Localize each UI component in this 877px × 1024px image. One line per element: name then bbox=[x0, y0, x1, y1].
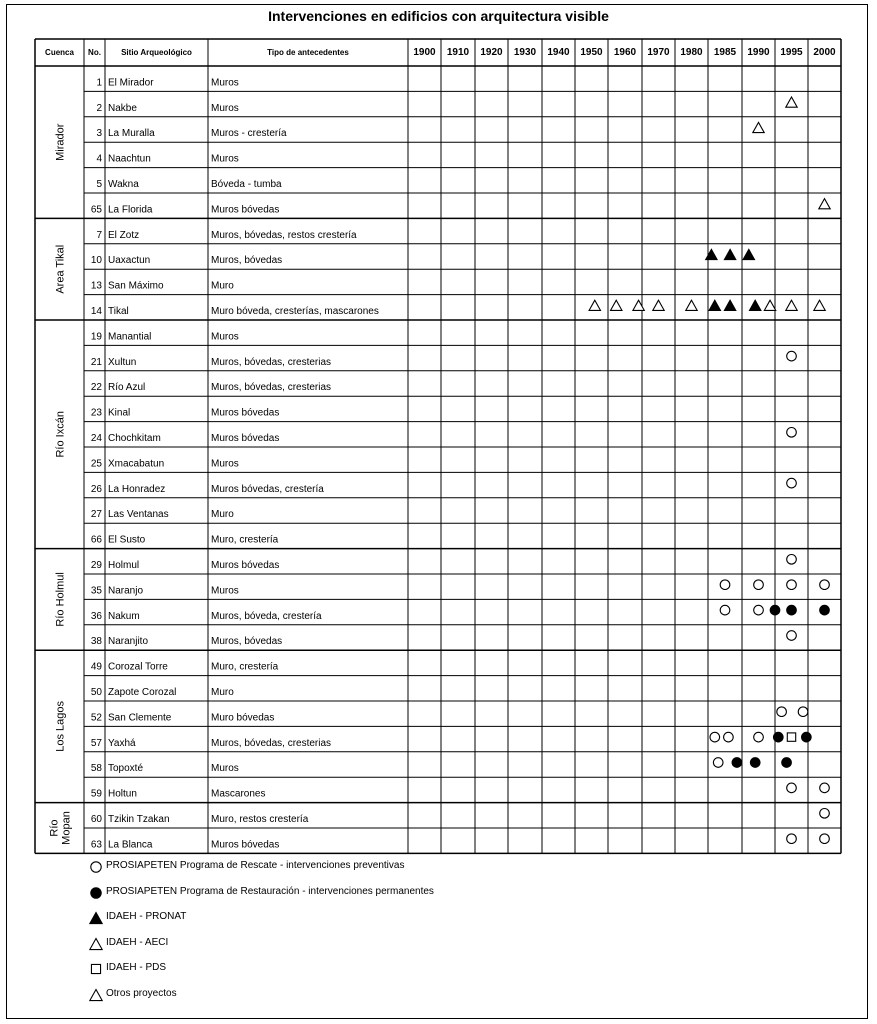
row-no: 66 bbox=[90, 534, 102, 546]
row-tipo: Muros bbox=[211, 102, 239, 114]
cuenca-label: Río Ixcán bbox=[54, 411, 67, 458]
open-triangle-icon bbox=[786, 300, 797, 310]
row-no: 35 bbox=[90, 585, 102, 597]
row-no: 14 bbox=[90, 306, 102, 317]
filled-circle-icon bbox=[732, 758, 742, 768]
open-triangle-icon bbox=[633, 300, 644, 310]
open-triangle-icon bbox=[611, 300, 622, 310]
header-year-2000: 2000 bbox=[813, 47, 836, 58]
page-title: Intervenciones en edificios con arquitectura visible bbox=[268, 8, 609, 24]
legend-symbol bbox=[88, 858, 104, 874]
open-triangle-icon bbox=[686, 300, 697, 310]
open-triangle-icon bbox=[753, 122, 764, 132]
open-circle-icon bbox=[820, 783, 830, 793]
row-tipo: Muros, bóvedas, cresterias bbox=[211, 737, 332, 749]
row-no: 57 bbox=[90, 737, 102, 749]
legend-label: IDAEH - AECI bbox=[106, 936, 169, 948]
row-no: 7 bbox=[96, 229, 102, 241]
open-circle-icon bbox=[724, 732, 734, 742]
filled-triangle-icon bbox=[709, 300, 720, 310]
row-tipo: Muro bóveda, cresterías, mascarones bbox=[211, 306, 379, 317]
row-no: 58 bbox=[90, 763, 102, 775]
row-sitio: Chochkitam bbox=[108, 433, 161, 444]
row-sitio: Tzikin Tzakan bbox=[108, 814, 170, 825]
legend-label: IDAEH - PDS bbox=[106, 962, 167, 974]
legend-label: Otros proyectos bbox=[106, 988, 177, 999]
cuenca-label: Mirador bbox=[54, 123, 67, 161]
open-circle-icon bbox=[91, 862, 101, 872]
row-no: 25 bbox=[90, 458, 102, 470]
open-triangle-icon bbox=[589, 300, 600, 310]
legend-item bbox=[88, 986, 588, 1006]
row-sitio: Yaxhá bbox=[108, 737, 136, 749]
legend-label: IDAEH - PRONAT bbox=[106, 911, 187, 923]
legend-item bbox=[88, 909, 588, 929]
open-triangle-icon bbox=[786, 97, 797, 107]
legend-item bbox=[88, 935, 588, 955]
row-no: 36 bbox=[90, 610, 102, 622]
row-sitio: Naranjo bbox=[108, 585, 144, 597]
row-no: 23 bbox=[90, 407, 102, 419]
open-triangle-icon bbox=[90, 938, 102, 949]
header-year-1940: 1940 bbox=[547, 47, 570, 58]
row-sitio: La Honradez bbox=[108, 483, 166, 495]
row-tipo: Muros bóvedas, crestería bbox=[211, 483, 324, 495]
row-no: 4 bbox=[96, 153, 102, 165]
row-tipo: Muros bóvedas bbox=[211, 839, 280, 851]
legend-item bbox=[88, 960, 588, 980]
open-circle-icon bbox=[820, 580, 830, 590]
header-year-1950: 1950 bbox=[580, 47, 603, 58]
row-no: 38 bbox=[90, 636, 102, 648]
row-no: 52 bbox=[90, 712, 102, 724]
row-no: 1 bbox=[96, 77, 102, 89]
filled-circle-icon bbox=[782, 758, 792, 768]
row-sitio: Wakna bbox=[108, 179, 139, 190]
row-tipo: Muros, bóvedas bbox=[211, 255, 283, 267]
row-sitio: Naranjito bbox=[108, 636, 149, 648]
row-tipo: Muros - crestería bbox=[211, 128, 287, 140]
open-circle-icon bbox=[787, 631, 797, 641]
row-no: 26 bbox=[90, 483, 102, 495]
open-circle-icon bbox=[754, 732, 764, 742]
row-no: 10 bbox=[90, 255, 102, 267]
row-no: 24 bbox=[90, 433, 102, 444]
row-no: 22 bbox=[90, 382, 102, 394]
legend-label: PROSIAPETEN Programa de Rescate - intervenciones preventivas bbox=[106, 860, 405, 871]
filled-triangle-icon bbox=[743, 249, 754, 259]
filled-triangle-icon bbox=[724, 300, 735, 310]
open-circle-icon bbox=[787, 555, 797, 565]
row-tipo: Muros, bóvedas, restos crestería bbox=[211, 229, 357, 241]
header-cuenca: Cuenca bbox=[45, 48, 74, 57]
row-sitio: San Clemente bbox=[108, 712, 172, 724]
header-year-1995: 1995 bbox=[780, 47, 803, 58]
open-triangle-icon bbox=[764, 300, 775, 310]
filled-circle-icon bbox=[91, 887, 101, 897]
row-tipo: Muros bbox=[211, 585, 239, 597]
header-year-1980: 1980 bbox=[680, 47, 703, 58]
row-sitio: San Máximo bbox=[108, 280, 164, 292]
open-triangle-icon bbox=[814, 300, 825, 310]
cuenca-label: Area Tikal bbox=[54, 244, 67, 294]
row-sitio: Nakum bbox=[108, 610, 140, 622]
legend-item bbox=[88, 858, 588, 878]
row-tipo: Muros bbox=[211, 458, 239, 470]
row-sitio: La Muralla bbox=[108, 128, 155, 140]
row-tipo: Muros bbox=[211, 77, 239, 89]
legend-symbol bbox=[88, 960, 104, 976]
header-year-1990: 1990 bbox=[747, 47, 770, 58]
header-year-1930: 1930 bbox=[513, 47, 537, 58]
row-no: 60 bbox=[90, 814, 102, 825]
row-tipo: Muros, bóvedas, cresterias bbox=[211, 382, 332, 394]
row-sitio: El Zotz bbox=[108, 229, 140, 241]
open-circle-icon bbox=[787, 428, 797, 438]
row-no: 65 bbox=[90, 204, 102, 216]
cuenca-label: Los Lagos bbox=[54, 701, 67, 752]
row-tipo: Muros, bóvedas bbox=[211, 636, 283, 648]
row-no: 3 bbox=[96, 128, 102, 140]
legend-item bbox=[88, 884, 588, 904]
header-no: No. bbox=[88, 48, 101, 57]
open-circle-icon bbox=[710, 732, 720, 742]
row-tipo: Muro, restos crestería bbox=[211, 814, 309, 825]
row-sitio: Corozal Torre bbox=[108, 661, 168, 673]
row-tipo: Muros bbox=[211, 153, 239, 165]
filled-triangle-icon bbox=[706, 249, 717, 259]
open-square-icon bbox=[91, 965, 100, 974]
filled-circle-icon bbox=[774, 732, 784, 742]
row-sitio: Holmul bbox=[108, 560, 140, 571]
open-circle-icon bbox=[787, 478, 797, 488]
row-sitio: Xultun bbox=[108, 356, 137, 368]
row-no: 21 bbox=[90, 356, 102, 368]
filled-circle-icon bbox=[750, 758, 760, 768]
legend-label: PROSIAPETEN Programa de Restauración - intervenciones permanentes bbox=[106, 885, 434, 897]
row-sitio: Naachtun bbox=[108, 153, 151, 165]
header-year-1900: 1900 bbox=[413, 47, 436, 58]
row-sitio: Kinal bbox=[108, 407, 131, 419]
open-triangle-icon bbox=[90, 989, 102, 1000]
cuenca-label: Mopan bbox=[60, 811, 73, 845]
row-no: 29 bbox=[90, 560, 102, 571]
row-sitio: La Blanca bbox=[108, 839, 153, 851]
cuenca-label: Río bbox=[48, 819, 61, 837]
row-sitio: Xmacabatun bbox=[108, 458, 165, 470]
open-circle-icon bbox=[754, 580, 764, 590]
header-sitio: Sitio Arqueológico bbox=[121, 48, 192, 57]
row-sitio: Zapote Corozal bbox=[108, 687, 177, 698]
row-sitio: Uaxactun bbox=[108, 255, 151, 267]
open-circle-icon bbox=[777, 707, 787, 717]
open-circle-icon bbox=[754, 605, 764, 615]
row-no: 2 bbox=[96, 102, 102, 114]
row-sitio: El Mirador bbox=[108, 77, 154, 89]
open-circle-icon bbox=[720, 605, 730, 615]
open-circle-icon bbox=[820, 834, 830, 844]
row-no: 27 bbox=[90, 509, 102, 521]
row-tipo: Muros bóvedas bbox=[211, 407, 280, 419]
filled-triangle-icon bbox=[750, 300, 761, 310]
row-tipo: Mascarones bbox=[211, 788, 266, 800]
header-year-1960: 1960 bbox=[613, 47, 637, 58]
row-sitio: Holtun bbox=[108, 788, 137, 800]
legend-symbol bbox=[88, 884, 104, 900]
row-sitio: Río Azul bbox=[108, 382, 146, 394]
filled-triangle-icon bbox=[90, 913, 102, 924]
row-tipo: Muros, bóveda, crestería bbox=[211, 610, 322, 622]
row-no: 5 bbox=[96, 179, 102, 190]
legend-symbol bbox=[88, 986, 104, 1002]
row-tipo: Muro bbox=[211, 280, 234, 292]
open-square-icon bbox=[787, 733, 795, 741]
open-triangle-icon bbox=[819, 199, 830, 209]
filled-circle-icon bbox=[820, 605, 830, 615]
filled-circle-icon bbox=[802, 732, 812, 742]
row-sitio: Tikal bbox=[108, 306, 129, 317]
row-tipo: Muro bbox=[211, 509, 234, 521]
row-tipo: Muros bbox=[211, 331, 239, 343]
row-sitio: El Susto bbox=[108, 534, 146, 546]
header-tipo: Tipo de antecedentes bbox=[267, 48, 349, 57]
row-tipo: Muro bbox=[211, 687, 234, 698]
row-tipo: Muros bóvedas bbox=[211, 433, 280, 444]
open-circle-icon bbox=[787, 834, 797, 844]
open-circle-icon bbox=[787, 351, 797, 361]
header-year-1920: 1920 bbox=[480, 47, 503, 58]
row-no: 13 bbox=[90, 280, 102, 292]
filled-circle-icon bbox=[770, 605, 780, 615]
filled-circle-icon bbox=[787, 605, 797, 615]
row-sitio: Nakbe bbox=[108, 102, 137, 114]
row-no: 50 bbox=[90, 687, 102, 698]
row-sitio: Manantial bbox=[108, 331, 152, 343]
header-year-1910: 1910 bbox=[446, 47, 470, 58]
row-tipo: Bóveda - tumba bbox=[211, 179, 282, 190]
filled-triangle-icon bbox=[724, 249, 735, 259]
row-tipo: Muro bóvedas bbox=[211, 712, 275, 724]
open-circle-icon bbox=[820, 809, 830, 819]
open-circle-icon bbox=[798, 707, 808, 717]
header-year-1970: 1970 bbox=[647, 47, 670, 58]
header-year-1985: 1985 bbox=[713, 47, 737, 58]
row-no: 19 bbox=[90, 331, 102, 343]
open-circle-icon bbox=[720, 580, 730, 590]
row-sitio: Las Ventanas bbox=[108, 509, 169, 521]
row-sitio: Topoxté bbox=[108, 763, 144, 775]
open-triangle-icon bbox=[653, 300, 664, 310]
row-tipo: Muro, crestería bbox=[211, 534, 279, 546]
row-no: 59 bbox=[90, 788, 102, 800]
row-tipo: Muros, bóvedas, cresterias bbox=[211, 356, 332, 368]
legend-symbol bbox=[88, 909, 104, 925]
legend-symbol bbox=[88, 935, 104, 951]
open-circle-icon bbox=[787, 783, 797, 793]
open-circle-icon bbox=[713, 758, 723, 768]
row-tipo: Muros bbox=[211, 763, 239, 775]
row-tipo: Muros bóvedas bbox=[211, 204, 280, 216]
row-tipo: Muros bóvedas bbox=[211, 560, 280, 571]
row-sitio: La Florida bbox=[108, 204, 153, 216]
row-no: 49 bbox=[90, 661, 102, 673]
cuenca-label: Río Holmul bbox=[54, 572, 67, 627]
open-circle-icon bbox=[787, 580, 797, 590]
row-tipo: Muro, crestería bbox=[211, 661, 279, 673]
row-no: 63 bbox=[90, 839, 102, 851]
